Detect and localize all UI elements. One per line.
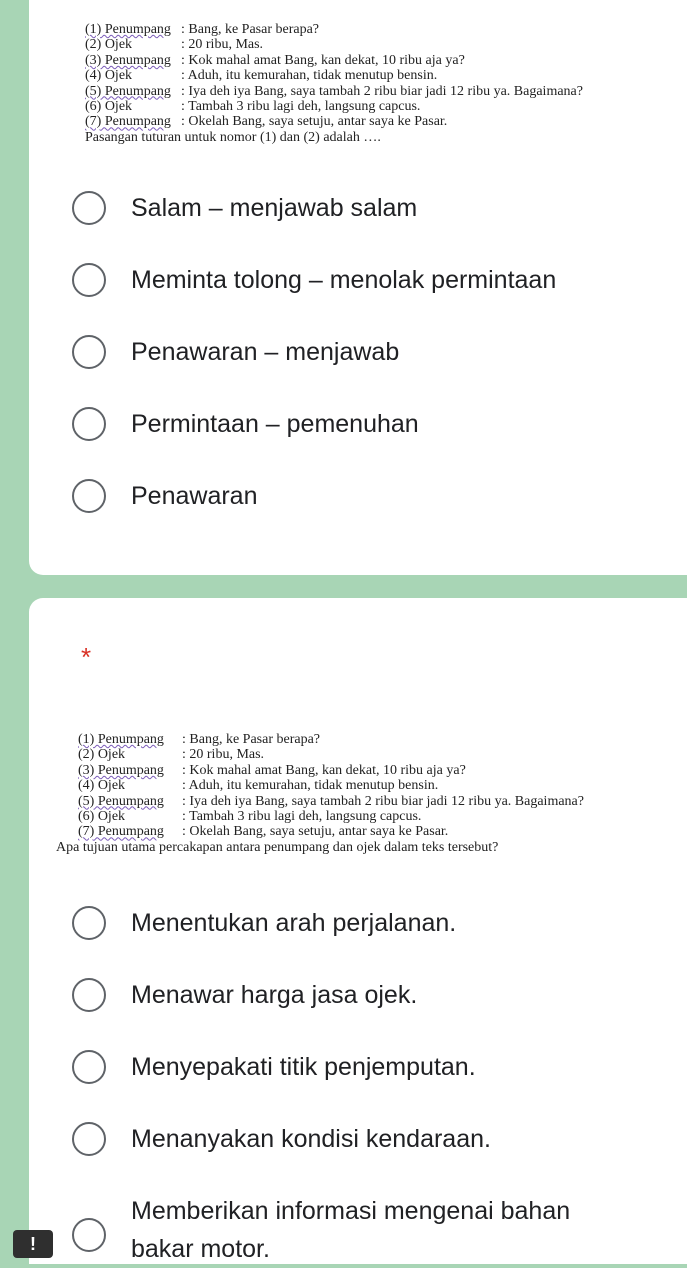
answer-option-label: Penawaran (131, 481, 258, 510)
dialogue-speaker: (6) Ojek (85, 99, 133, 115)
dialogue-line (78, 809, 678, 824)
dialogue-passage (56, 732, 678, 855)
dialogue-line (78, 747, 678, 762)
answer-option-label: Menanyakan kondisi kendaraan. (131, 1124, 491, 1153)
dialogue-speaker: (2) Ojek (78, 747, 126, 763)
dialogue-text: : 20 ribu, Mas. (182, 747, 265, 763)
answer-option[interactable] (72, 479, 257, 513)
dialogue-text: : Bang, ke Pasar berapa? (181, 22, 319, 37)
answer-option-label: Menawar harga jasa ojek. (131, 980, 418, 1009)
radio-button[interactable] (72, 407, 106, 441)
dialogue-speaker: (3) Penumpang (78, 762, 164, 778)
dialogue-speaker: (4) Ojek (85, 68, 133, 84)
radio-button[interactable] (72, 1122, 106, 1156)
answer-option-label: Salam – menjawab salam (131, 193, 418, 222)
dialogue-text: : Iya deh iya Bang, saya tambah 2 ribu biar jadi 12 ribu ya. Bagaimana? (182, 793, 584, 809)
dialogue-line (78, 732, 678, 747)
radio-button[interactable] (72, 191, 106, 225)
radio-button[interactable] (72, 1050, 106, 1084)
dialogue-line (85, 22, 685, 37)
dialogue-line (85, 37, 685, 52)
dialogue-line (85, 68, 685, 83)
dialogue-passage (85, 22, 685, 145)
dialogue-line (85, 53, 685, 68)
answer-option[interactable] (72, 1050, 476, 1084)
question-card-2 (29, 598, 687, 1264)
answer-option-label: Meminta tolong – menolak permintaan (131, 265, 557, 294)
dialogue-text: : Kok mahal amat Bang, kan dekat, 10 ribu aja ya? (182, 762, 466, 778)
answer-option[interactable] (72, 191, 417, 225)
answer-option[interactable] (72, 407, 419, 441)
question-card-1 (29, 0, 687, 575)
dialogue-speaker: (1) Penumpang (85, 22, 171, 37)
answer-option[interactable] (72, 263, 556, 297)
dialogue-text: : Tambah 3 ribu lagi deh, langsung capcus. (182, 809, 422, 825)
answer-option-label: Menentukan arah perjalanan. (131, 908, 457, 937)
radio-button[interactable] (72, 1218, 106, 1252)
dialogue-text: : Aduh, itu kemurahan, tidak menutup bensin. (182, 778, 439, 794)
dialogue-speaker: (6) Ojek (78, 809, 126, 825)
dialogue-speaker: (7) Penumpang (85, 114, 171, 130)
dialogue-speaker: (1) Penumpang (78, 732, 164, 747)
dialogue-speaker: (3) Penumpang (85, 52, 171, 68)
answer-option[interactable] (72, 335, 399, 369)
answer-option[interactable] (72, 1122, 491, 1156)
radio-button[interactable] (72, 335, 106, 369)
dialogue-text: : Okelah Bang, saya setuju, antar saya ke Pasar. (182, 824, 449, 840)
question-text: Pasangan tuturan untuk nomor (1) dan (2) adalah …. (85, 129, 381, 145)
answer-option[interactable] (72, 978, 417, 1012)
dialogue-text: : Tambah 3 ribu lagi deh, langsung capcus. (181, 99, 421, 115)
dialogue-text: : Iya deh iya Bang, saya tambah 2 ribu biar jadi 12 ribu ya. Bagaimana? (181, 83, 583, 99)
dialogue-line (85, 99, 685, 114)
dialogue-speaker: (4) Ojek (78, 778, 126, 794)
dialogue-text: : Kok mahal amat Bang, kan dekat, 10 ribu aja ya? (181, 52, 465, 68)
answer-option-label: Memberikan informasi mengenai bahan bakar motor. (131, 1197, 571, 1263)
dialogue-line (85, 114, 685, 129)
dialogue-line (78, 778, 678, 793)
radio-button[interactable] (72, 978, 106, 1012)
radio-button[interactable] (72, 906, 106, 940)
radio-button[interactable] (72, 479, 106, 513)
dialogue-line (85, 84, 685, 99)
dialogue-text: : Bang, ke Pasar berapa? (182, 732, 320, 747)
answer-option[interactable] (72, 906, 456, 940)
dialogue-speaker: (2) Ojek (85, 37, 133, 53)
dialogue-line (78, 824, 678, 839)
dialogue-text: : Aduh, itu kemurahan, tidak menutup bensin. (181, 68, 438, 84)
dialogue-line (78, 763, 678, 778)
dialogue-text: : 20 ribu, Mas. (181, 37, 264, 53)
dialogue-speaker: (5) Penumpang (78, 793, 164, 809)
answer-option-label: Permintaan – pemenuhan (131, 409, 419, 438)
required-asterisk: * (81, 642, 92, 672)
dialogue-speaker: (7) Penumpang (78, 824, 164, 840)
dialogue-speaker: (5) Penumpang (85, 83, 171, 99)
dialogue-line (78, 794, 678, 809)
answer-option-label: Menyepakati titik penjemputan. (131, 1052, 476, 1081)
radio-button[interactable] (72, 263, 106, 297)
question-text: Apa tujuan utama percakapan antara penumpang dan ojek dalam teks tersebut? (56, 839, 499, 855)
answer-option[interactable] (72, 1192, 612, 1268)
answer-option-label: Penawaran – menjawab (131, 337, 400, 366)
dialogue-text: : Okelah Bang, saya setuju, antar saya ke Pasar. (181, 114, 448, 130)
alert-badge[interactable]: ! (13, 1230, 53, 1258)
